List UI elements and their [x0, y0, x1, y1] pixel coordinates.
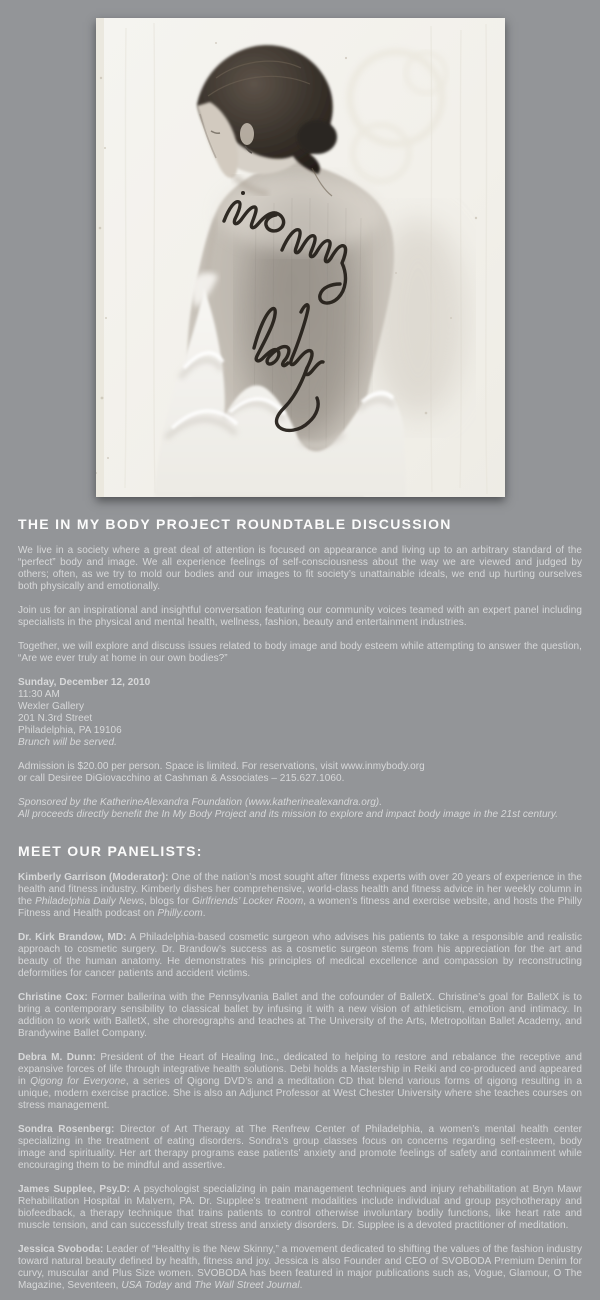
- panelist-name: Kimberly Garrison (Moderator):: [18, 872, 169, 883]
- sponsor-line-2: All proceeds directly benefit the In My Body Project and its mission to explore and impact body image in the 21st century.: [18, 809, 559, 820]
- ear: [240, 123, 254, 145]
- panelist-bio-debra-dunn: Debra M. Dunn: President of the Heart of Healing Inc., dedicated to helping to restore and rebalance the receptive and expansive forces of life through integrative health solutions. Debi holds a Mastership in Reiki and co-produced and appeared in Qigong for Everyone, a series of Qigong DVD’s and a meditation CD that blend various forms of qigong resulting in a unique, modern exercise practice. She is also an Adjunct Professor at West Chester University where she teaches courses on stress management.: [18, 1052, 582, 1111]
- event-when-block: [18, 677, 582, 749]
- panelist-bio-jessica-svoboda: Jessica Svoboda: Leader of “Healthy is the New Skinny,” a movement dedicated to shifting the values of the fashion industry toward natural beauty defined by health, fitness and joy. Jessica is also Founder and CEO of SVOBODA Premium Denim for curvy, muscular and Plus Size women. SVOBODA has been featured in major publications such as, Vogue, Glamour, O The Magazine, Seventeen, USA Today and The Wall Street Journal.: [18, 1244, 582, 1291]
- panelist-name: Debra M. Dunn:: [18, 1052, 96, 1063]
- hair-bun: [297, 120, 337, 154]
- event-title: THE IN MY BODY PROJECT ROUNDTABLE DISCUSSION: [18, 516, 452, 532]
- artwork-photo: [96, 18, 505, 497]
- admission-line-1: Admission is $20.00 per person. Space is limited. For reservations, visit www.inmybody.org: [18, 761, 425, 772]
- panelist-bio-sondra-rosenberg: Sondra Rosenberg: Director of Art Therapy at The Renfrew Center of Philadelphia, a women’s mental health center specializing in the treatment of eating disorders. Sondra’s group classes focus on concerns regarding self-esteem, body image and spirituality. Her art therapy programs ease patients’ anxiety and promote feelings of safety and containment while encouraging them to be mindful and assertive.: [18, 1124, 582, 1171]
- flyer-text: [0, 516, 600, 1292]
- panelist-bio-kimberly-garrison: Kimberly Garrison (Moderator): One of the nation’s most sought after fitness experts with over 20 years of experience in the health and fitness industry. Kimberly dishes her comprehensive, world-class health and fitness advice in her weekly column in the Philadelphia Daily News, blogs for Girlfriends’ Locker Room, a women’s fitness and exercise website, and hosts the Philly Fitness and Health podcast on Philly.com.: [18, 872, 582, 919]
- admission-line-2: or call Desiree DiGiovacchino at Cashman & Associates – 215.627.1060.: [18, 773, 345, 784]
- intro-paragraph-3: Together, we will explore and discuss issues related to body image and body esteem while attempting to answer the question, “Are we ever truly at home in our own bodies?”: [18, 641, 582, 664]
- event-venue: Wexler Gallery: [18, 701, 85, 712]
- panelist-name: James Supplee, Psy.D:: [18, 1184, 131, 1195]
- admission-block: [18, 761, 582, 785]
- event-date: Sunday, December 12, 2010: [18, 677, 151, 688]
- panelist-name: Dr. Kirk Brandow, MD:: [18, 932, 127, 943]
- sponsor-line-1: Sponsored by the KatherineAlexandra Foundation (www.katherinealexandra.org).: [18, 797, 383, 808]
- panelist-bio-christine-cox: Christine Cox: Former ballerina with the Pennsylvania Ballet and the cofounder of BalletX. Christine’s goal for BalletX is to bring a contemporary sensibility to classical ballet by infusing it with a new vision of athleticism, emotion and intimacy. In addition to work with BalletX, she choreographs and teaches at The University of the Arts, Metropolitan Ballet Academy, and Brandywine Ballet Company.: [18, 992, 582, 1039]
- panelists-heading: MEET OUR PANELISTS:: [18, 843, 203, 859]
- artwork-illustration: [96, 18, 505, 497]
- event-note: Brunch will be served.: [18, 737, 117, 748]
- event-street: 201 N.3rd Street: [18, 713, 93, 724]
- event-time: 11:30 AM: [18, 689, 60, 700]
- panelist-name: Christine Cox:: [18, 992, 88, 1003]
- intro-paragraph-1: We live in a society where a great deal of attention is focused on appearance and living up to an arbitrary standard of the “perfect” body and image. We all experience feelings of self-consciousness about the way we are viewed and judged by others; often, as we try to mold our bodies and our images to fit society’s unattainable ideals, we end up hurting ourselves both physically and emotionally.: [18, 545, 582, 592]
- panelist-name: Sondra Rosenberg:: [18, 1124, 115, 1135]
- intro-paragraph-2: Join us for an inspirational and insightful conversation featuring our community voices teamed with an expert panel including specialists in the physical and mental health, wellness, fashion, beauty and entertainment industries.: [18, 605, 582, 628]
- panelist-bio-kirk-brandow: Dr. Kirk Brandow, MD: A Philadelphia-based cosmetic surgeon who advises his patients to take a responsible and realistic approach to cosmetic surgery. Dr. Brandow’s success as a cosmetic surgeon stems from his appreciation for the art and beauty of the human anatomy. He demonstrates his principles of medical excellence and compassion by reconstructing deformities for cancer patients and accident victims.: [18, 932, 582, 979]
- panelist-name: Jessica Svoboda:: [18, 1244, 104, 1255]
- panelist-bio-james-supplee: James Supplee, Psy.D: A psychologist specializing in pain management techniques and injury rehabilitation at Bryn Mawr Rehabilitation Hospital in Malvern, PA. Dr. Supplee’s treatment modalities include individual and group psychotherapy and biofeedback, a therapy technique that trains patients to control otherwise involuntary bodily functions, like heart rate and muscle tension, and can successfully treat stress and anxiety disorders. Dr. Supplee is a devoted practitioner of meditation.: [18, 1184, 582, 1231]
- sponsor-block: [18, 797, 582, 821]
- event-city: Philadelphia, PA 19106: [18, 725, 122, 736]
